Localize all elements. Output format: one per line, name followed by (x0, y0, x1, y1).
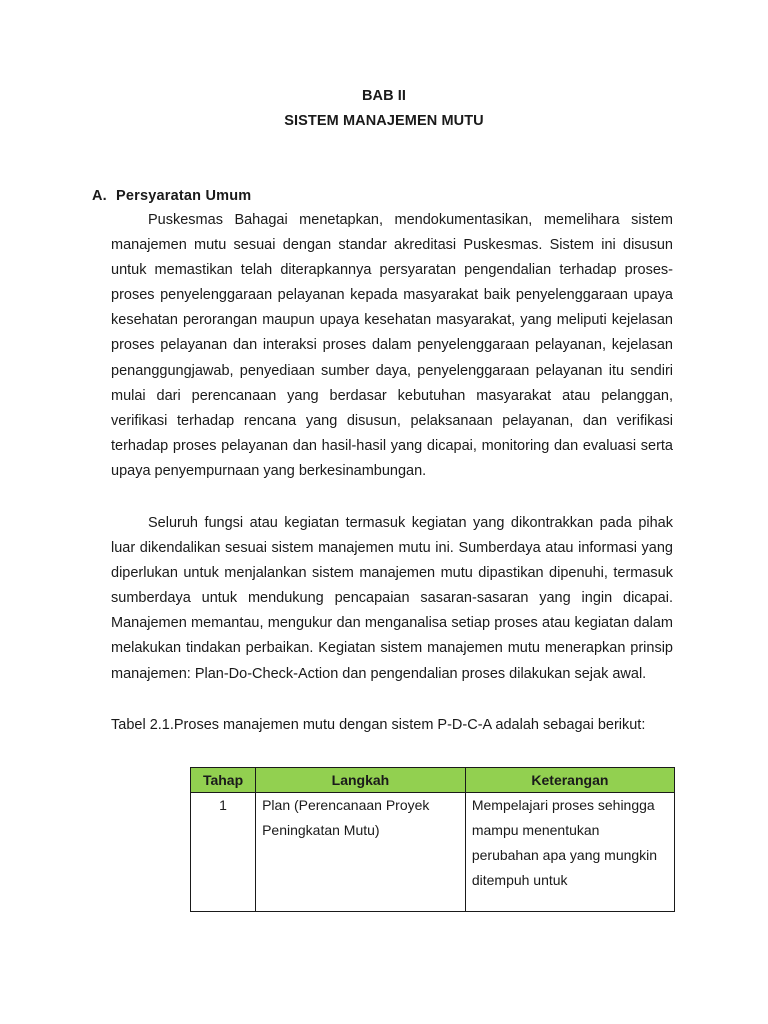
section-number: A. (92, 188, 107, 204)
section-heading (92, 188, 251, 204)
cell-keterangan: Mempelajari proses sehingga mampu menentukan perubahan apa yang mungkin ditempuh untuk (465, 793, 674, 912)
chapter-title: SISTEM MANAJEMEN MUTU (284, 113, 484, 129)
table-caption: Tabel 2.1.Proses manajemen mutu dengan sistem P-D-C-A adalah sebagai berikut: (111, 717, 646, 733)
paragraph-1: Puskesmas Bahagai menetapkan, mendokumentasikan, memelihara sistem manajemen mutu sesuai dengan standar akreditasi Puskesmas. Sistem ini disusun untuk memastikan telah diterapkannya persyaratan pengendalian terhadap proses-proses penyelenggaraan pelayanan kepada masyarakat baik penyelenggaraan upaya kesehatan perorangan maupun upaya kesehatan masyarakat, yang meliputi kejelasan proses pelayanan dan interaksi proses dalam penyelenggaraan pelayanan, kejelasan penanggungjawab, penyediaan sumber daya, penyelenggaraan pelayanan itu sendiri mulai dari perencanaan yang berdasar kebutuhan masyarakat atau pelanggan, verifikasi terhadap rencana yang disusun, pelaksanaan pelayanan, dan verifikasi terhadap proses pelayanan dan hasil-hasil yang dicapai, monitoring dan evaluasi serta upaya penyempurnaan yang berkesinambungan. (111, 212, 673, 479)
header-tahap: Tahap (191, 768, 256, 793)
header-keterangan: Keterangan (465, 768, 674, 793)
pdca-table (190, 767, 675, 912)
section-title: Persyaratan Umum (116, 188, 252, 204)
chapter-number: BAB II (361, 88, 407, 104)
paragraph-2: Seluruh fungsi atau kegiatan termasuk kegiatan yang dikontrakkan pada pihak luar dikendalikan sesuai sistem manajemen mutu ini. Sumberdaya atau informasi yang diperlukan untuk menjalankan sistem manajemen mutu dipastikan dipenuhi, termasuk sumberdaya untuk mendukung pencapaian sasaran-sasaran yang ingin dicapai. Manajemen memantau, mengukur dan menganalisa setiap proses atau kegiatan dalam melakukan tindakan perbaikan. Kegiatan sistem manajemen mutu menerapkan prinsip manajemen: Plan-Do-Check-Action dan pengendalian proses dilakukan sejak awal. (111, 515, 673, 682)
table-row (191, 793, 675, 912)
cell-tahap: 1 (191, 793, 256, 912)
header-langkah: Langkah (256, 768, 466, 793)
cell-langkah: Plan (Perencanaan Proyek Peningkatan Mutu) (256, 793, 466, 912)
table-header-row (191, 768, 675, 793)
